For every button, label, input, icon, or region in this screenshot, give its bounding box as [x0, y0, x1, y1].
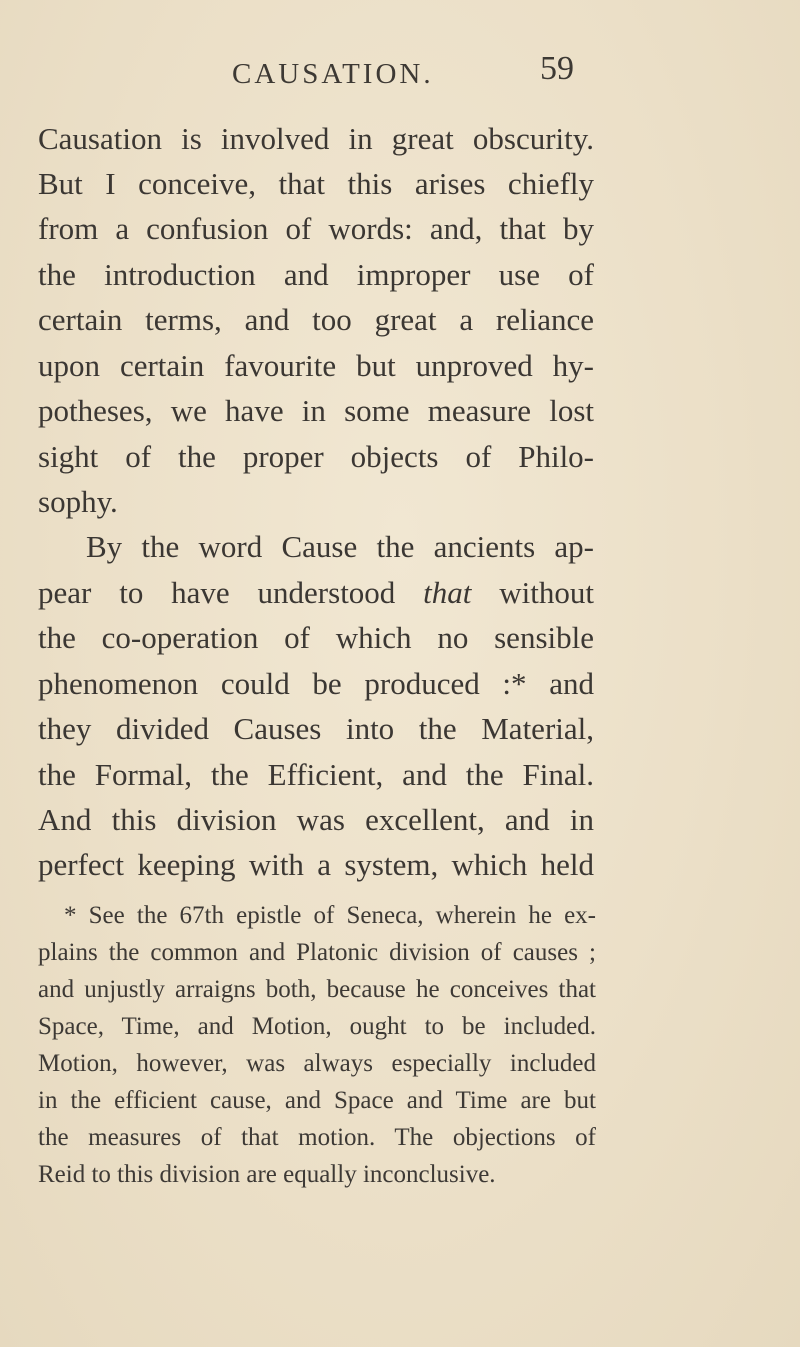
- footnote-line: the measures of that motion. The objections of: [38, 1124, 596, 1151]
- body-line: the co-operation of which no sensible: [38, 620, 594, 655]
- body-line: the introduction and improper use of: [38, 257, 594, 292]
- body-line: perfect keeping with a system, which held: [38, 847, 594, 882]
- footnote-line: Space, Time, and Motion, ought to be included.: [38, 1013, 596, 1040]
- body-line: Causation is involved in great obscurity.: [38, 121, 594, 156]
- footnote-line: Reid to this division are equally inconclusive.: [38, 1161, 496, 1188]
- page-number: 59: [540, 50, 574, 87]
- body-line: from a confusion of words: and, that by: [38, 211, 594, 246]
- body-line: potheses, we have in some measure lost: [38, 393, 594, 428]
- body-line: upon certain favourite but unproved hy-: [38, 348, 594, 383]
- body-line: the Formal, the Efficient, and the Final.: [38, 757, 594, 792]
- body-line: phenomenon could be produced :* and: [38, 666, 594, 701]
- body-line: But I conceive, that this arises chiefly: [38, 166, 594, 201]
- body-line: sight of the proper objects of Philo-: [38, 439, 594, 474]
- body-line: [38, 574, 594, 612]
- body-line-paragraph-start: By the word Cause the ancients ap-: [86, 529, 594, 564]
- footnote-line: and unjustly arraigns both, because he conceives that: [38, 976, 596, 1003]
- footnote-line: Motion, however, was always especially included: [38, 1050, 596, 1077]
- footnote-line: in the efficient cause, and Space and Time are but: [38, 1087, 596, 1114]
- running-head: CAUSATION.: [232, 58, 434, 90]
- body-line-text-a: pear to have understood that without: [38, 575, 594, 610]
- footnote-line: * See the 67th epistle of Seneca, wherein he ex-: [64, 902, 596, 929]
- body-line: And this division was excellent, and in: [38, 802, 594, 837]
- body-line: certain terms, and too great a reliance: [38, 302, 594, 337]
- body-line: sophy.: [38, 484, 118, 519]
- footnote-line: plains the common and Platonic division of causes ;: [38, 939, 596, 966]
- italic-word: that: [423, 575, 472, 610]
- body-line: they divided Causes into the Material,: [38, 711, 594, 746]
